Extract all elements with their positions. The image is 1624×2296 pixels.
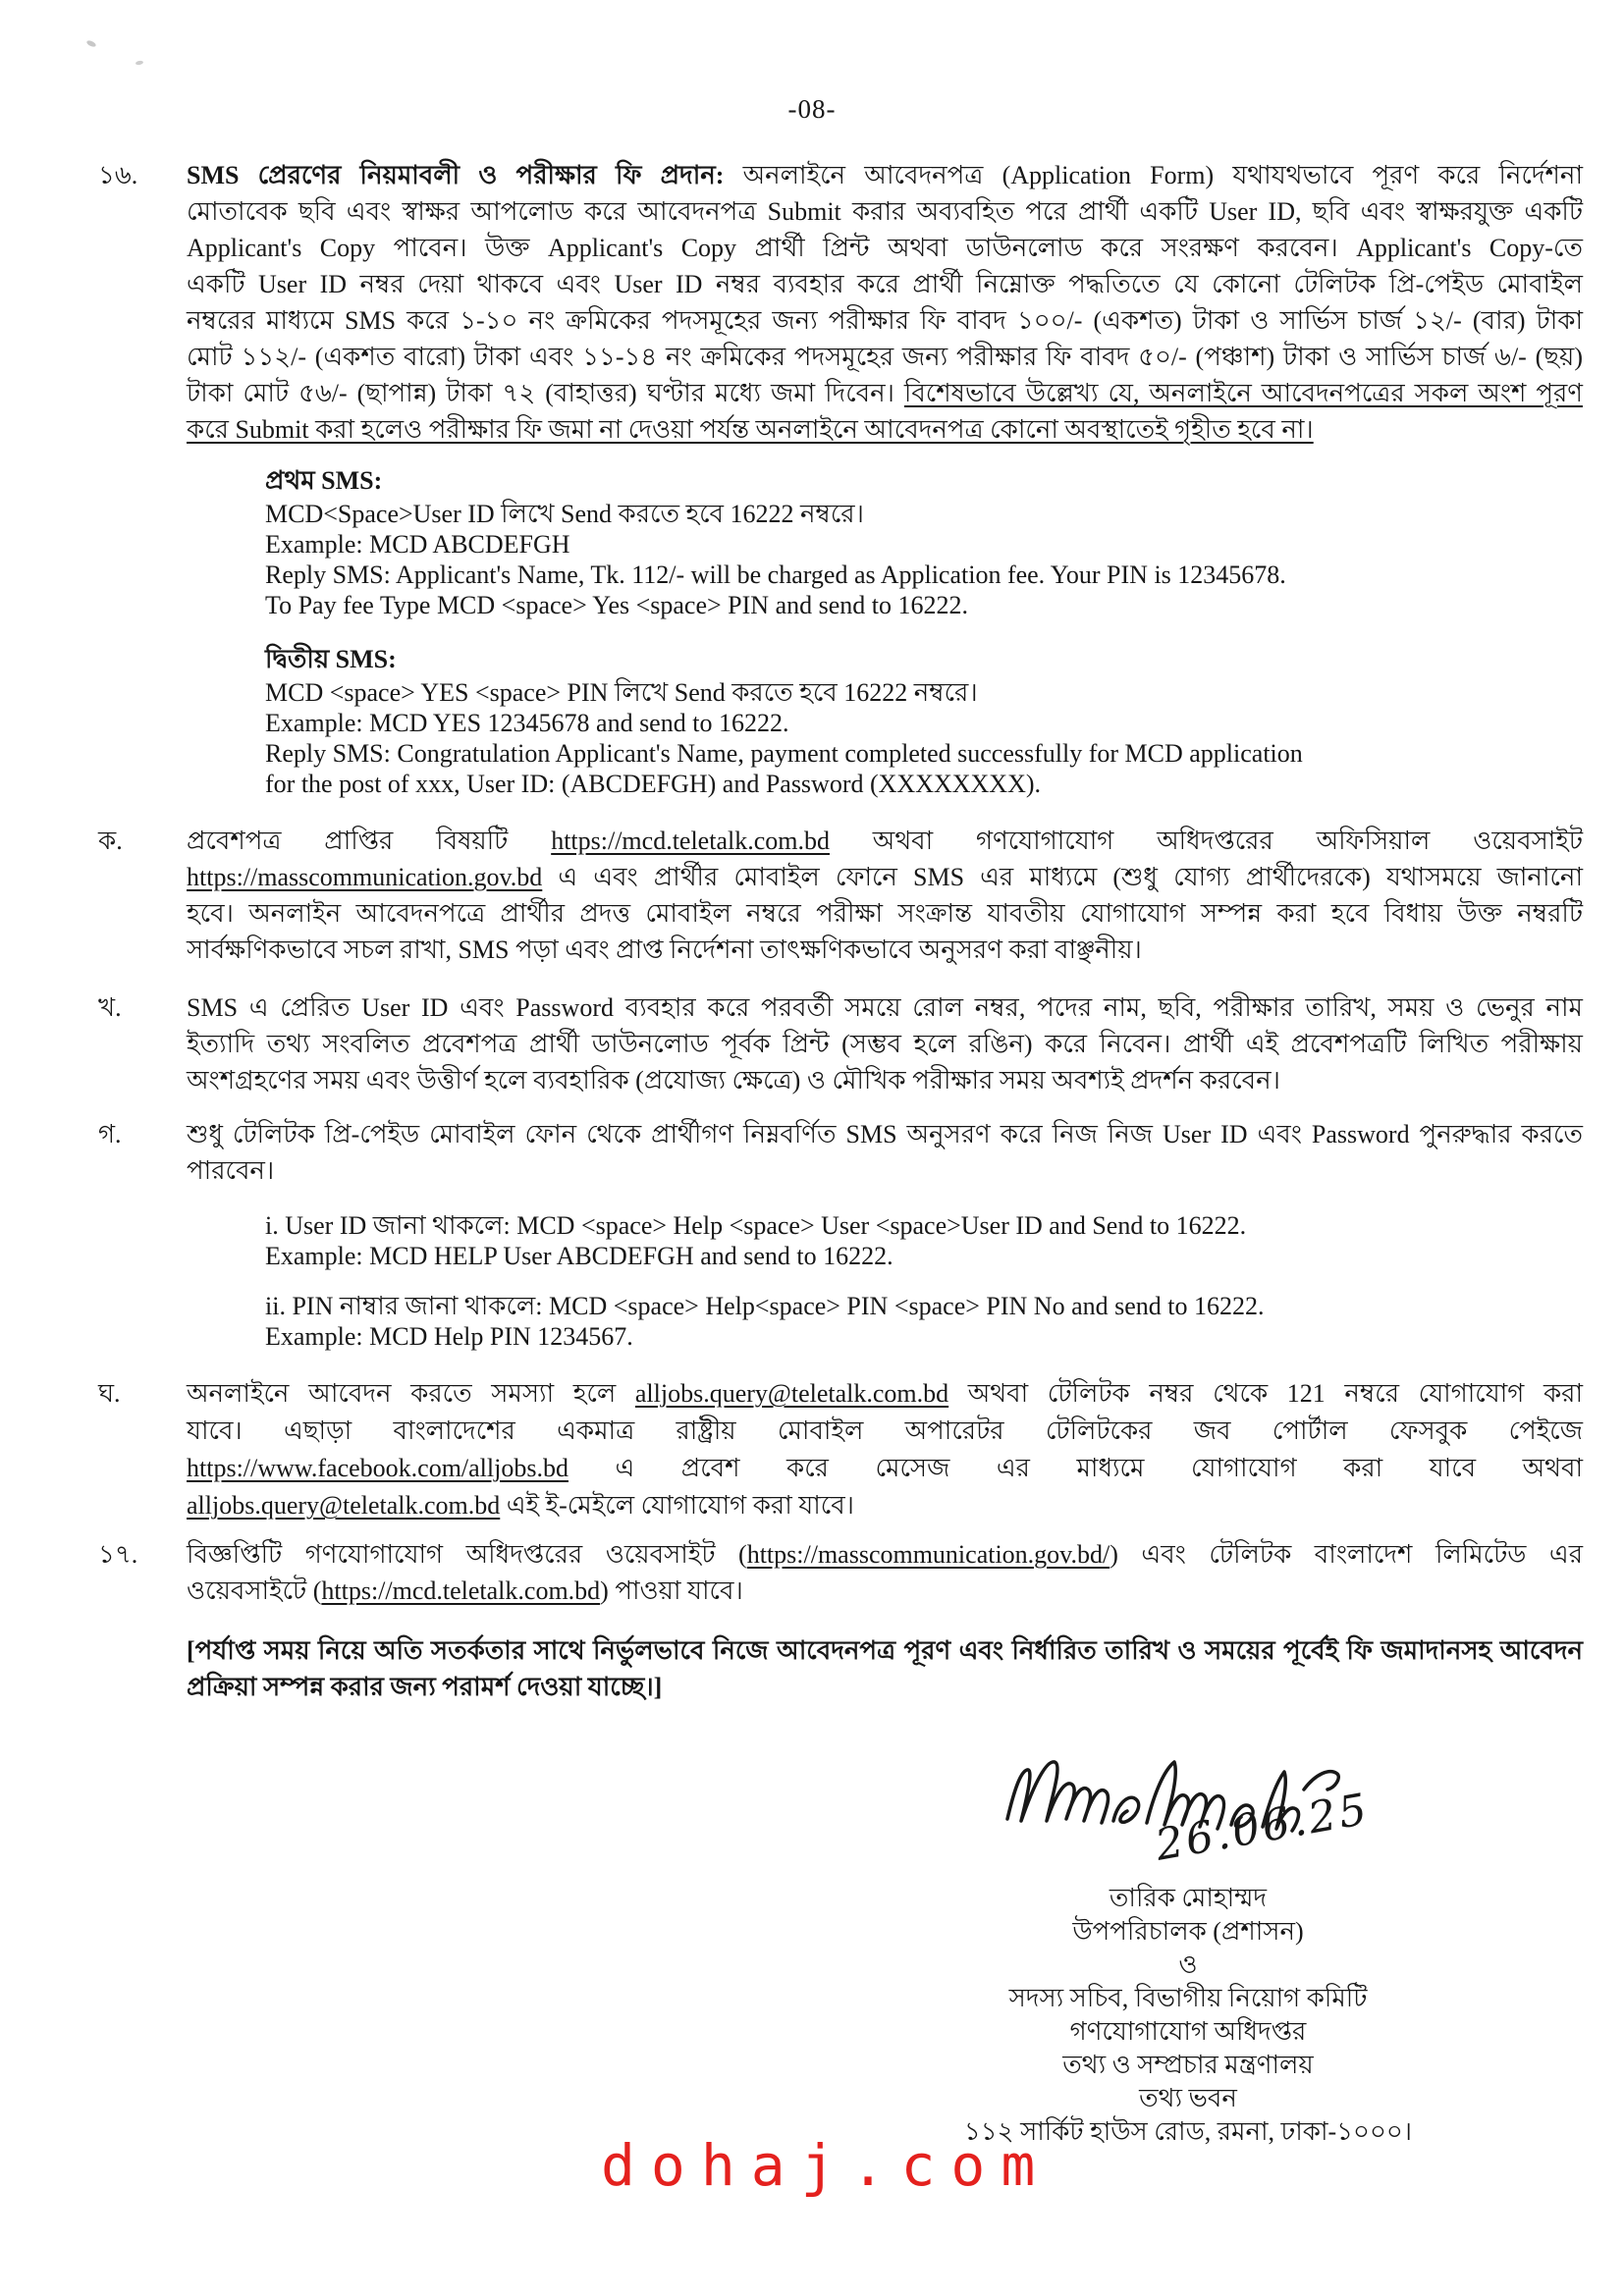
text-line: ইত্যাদি তথ্য সংবলিত প্রবেশপত্র প্রার্থী ডাউনলোড পূর্বক প্রিন্ট (সম্ভব হলে রঙিন) করে নিবেন। প্রার্থী এই প্রবেশপত্রটি লিখিত পরীক্ষায় (187, 1030, 1583, 1058)
text-line: তারিক মোহাম্মদ (1109, 1884, 1268, 1912)
user-id-pin-help-block (265, 1210, 1583, 1352)
item-17-marker: ১৭. (98, 1540, 138, 1569)
text-line: তথ্য ভবন (1139, 2084, 1237, 2112)
text-line: মোট ১১২/- (একশত বারো) টাকা এবং ১১-১৪ নং ক্রমিকের পদসমূহের জন্য পরীক্ষার ফি বাবদ ৫০/- (পঞ্চাশ) টাকা ও সার্ভিস চার্জ ৬/- (ছয়) (187, 343, 1583, 371)
text-line: Reply SMS: Congratulation Applicant's Name, payment completed successfully for MCD application (265, 739, 1303, 768)
item-gha-marker: ঘ. (98, 1379, 121, 1408)
item-ga (98, 1116, 1583, 1189)
text-line: SMS এ প্রেরিত User ID এবং Password ব্যবহার করে পরবর্তী সময়ে রোল নম্বর, পদের নাম, ছবি, পরীক্ষার তারিখ, সময় ও ভেনুর নাম (187, 993, 1583, 1022)
text-line: প্রক্রিয়া সম্পন্ন করার জন্য পরামর্শ দেওয়া যাচ্ছে।] (187, 1673, 663, 1701)
text-line: for the post of xxx, User ID: (ABCDEFGH) and Password (XXXXXXXX). (265, 770, 1042, 798)
text-line: https://masscommunication.gov.bd এ এবং প্রার্থীর মোবাইল ফোনে SMS এর মাধ্যমে (শুধু যোগ্য প্রার্থীদেরকে) যথাসময়ে জানানো (187, 863, 1583, 891)
page-number: -08- (787, 94, 837, 124)
text-line: পারবেন। (187, 1156, 275, 1185)
text-line: Example: MCD YES 12345678 and send to 16222. (265, 709, 789, 737)
text-line: alljobs.query@teletalk.com.bd এই ই-মেইলে যোগাযোগ করা যাবে। (187, 1491, 854, 1520)
text-line: ও (1178, 1950, 1198, 1979)
second-sms-block (265, 642, 1583, 799)
item-kha (98, 989, 1583, 1098)
item-ka-marker: ক. (98, 827, 123, 855)
item-ka (98, 823, 1583, 968)
text-line: Example: MCD HELP User ABCDEFGH and send to 16222. (265, 1242, 893, 1270)
handwritten-signature (992, 1731, 1384, 1878)
item-16-text (187, 157, 1583, 448)
text-line: SMS প্রেরণের নিয়মাবলী ও পরীক্ষার ফি প্রদান: অনলাইনে আবেদনপত্র (Application Form) যথাযথভাবে পূরণ করে নির্দেশনা (187, 161, 1583, 189)
item-kha-marker: খ. (98, 993, 122, 1022)
text-line: To Pay fee Type MCD <space> Yes <space> PIN and send to 16222. (265, 591, 968, 619)
text-line: https://www.facebook.com/alljobs.bd এ প্রবেশ করে মেসেজ এর মাধ্যমে যোগাযোগ করা যাবে অথবা (187, 1454, 1583, 1482)
text-line: Example: MCD Help PIN 1234567. (265, 1322, 633, 1351)
text-line: MCD<Space>User ID লিখে Send করতে হবে 16222 নম্বরে। (265, 500, 864, 528)
signature-date: 26.06.25 (1152, 1784, 1374, 1871)
text-line: অনলাইনে আবেদন করতে সমস্যা হলে alljobs.query@teletalk.com.bd অথবা টেলিটক নম্বর থেকে 121 নম্বরে যোগাযোগ করা (187, 1379, 1583, 1408)
scan-speck (135, 60, 144, 65)
item-17-text (187, 1536, 1583, 1609)
text-line: একটি User ID নম্বর দেয়া থাকবে এবং User ID নম্বর ব্যবহার করে প্রার্থী নিম্নোক্ত পদ্ধতিতে যে কোনো টেলিটক প্রি-পেইড মোবাইল (187, 270, 1583, 298)
second-sms-lines (265, 677, 1583, 799)
help-pin-lines (265, 1291, 1583, 1352)
text-line: [পর্যাপ্ত সময় নিয়ে অতি সতর্কতার সাথে নির্ভুলভাবে নিজে আবেদনপত্র পূরণ এবং নির্ধারিত তারিখ ও সময়ের পূর্বেই ফি জমাদানসহ আবেদন (187, 1636, 1583, 1665)
advice-note (187, 1632, 1583, 1705)
text-line: Applicant's Copy পাবেন। উক্ত Applicant's Copy প্রার্থী প্রিন্ট অথবা ডাউনলোড করে সংরক্ষণ করবেন। Applicant's Copy-তে (187, 234, 1583, 262)
item-ga-text (187, 1116, 1583, 1189)
text-line: বিজ্ঞপ্তিটি গণযোগাযোগ অধিদপ্তরের ওয়েবসাইট (https://masscommunication.gov.bd/) এবং টেলিটক বাংলাদেশ লিমিটেড এর (187, 1540, 1583, 1569)
text-line: সার্বক্ষণিকভাবে সচল রাখা, SMS পড়া এবং প্রাপ্ত নির্দেশনা তাৎক্ষণিকভাবে অনুসরণ করা বাঞ্ছনীয়। (187, 935, 1142, 964)
first-sms-block (265, 463, 1583, 620)
text-line: তথ্য ও সম্প্রচার মন্ত্রণালয় (1062, 2051, 1314, 2079)
scan-speck (85, 39, 96, 48)
text-line: প্রবেশপত্র প্রাপ্তির বিষয়টি https://mcd.teletalk.com.bd অথবা গণযোগাযোগ অধিদপ্তরের অফিসিয়াল ওয়েবসাইট (187, 827, 1583, 855)
item-17 (98, 1536, 1583, 1609)
item-16-marker: ১৬. (98, 161, 138, 189)
help-user-id-lines (265, 1210, 1583, 1271)
text-line: গণযোগাযোগ অধিদপ্তর (1069, 2017, 1307, 2046)
text-line: ii. PIN নাম্বার জানা থাকলে: MCD <space> Help<space> PIN <space> PIN No and send to 16222. (265, 1292, 1265, 1320)
text-line: ওয়েবসাইটে (https://mcd.teletalk.com.bd) পাওয়া যাবে। (187, 1576, 743, 1605)
text-line: সদস্য সচিব, বিভাগীয় নিয়োগ কমিটি (1008, 1984, 1368, 2012)
signatory-lines (933, 1882, 1443, 2149)
item-gha-text (187, 1375, 1583, 1524)
first-sms-heading: প্রথম SMS: (265, 466, 383, 495)
item-gha (98, 1375, 1583, 1524)
text-line: যাবে। এছাড়া বাংলাদেশের একমাত্র রাষ্ট্রীয় মোবাইল অপারেটর টেলিটকের জব পোর্টাল ফেসবুক পেইজে (187, 1416, 1583, 1445)
text-line: উপপরিচালক (প্রশাসন) (1072, 1917, 1304, 1946)
item-16 (98, 157, 1583, 448)
signature-block (933, 1731, 1443, 2149)
text-line: শুধু টেলিটক প্রি-পেইড মোবাইল ফোন থেকে প্রার্থীগণ নিম্নবর্ণিত SMS অনুসরণ করে নিজ নিজ User ID এবং Password পুনরুদ্ধার করতে (187, 1120, 1583, 1148)
text-line: অংশগ্রহণের সময় এবং উত্তীর্ণ হলে ব্যবহারিক (প্রযোজ্য ক্ষেত্রে) ও মৌখিক পরীক্ষার সময় অবশ্যই প্রদর্শন করবেন। (187, 1066, 1280, 1095)
text-line: মোতাবেক ছবি এবং স্বাক্ষর আপলোড করে আবেদনপত্র Submit করার অব্যবহিত পরে প্রার্থী একটি User ID, ছবি এবং স্বাক্ষরযুক্ত একটি (187, 197, 1583, 226)
document-body (98, 157, 1583, 2149)
item-kha-text (187, 989, 1583, 1098)
text-line: i. User ID জানা থাকলে: MCD <space> Help <space> User <space>User ID and Send to 16222. (265, 1211, 1247, 1240)
text-line: টাকা মোট ৫৬/- (ছাপান্ন) টাকা ৭২ (বাহাত্তর) ঘণ্টার মধ্যে জমা দিবেন। বিশেষভাবে উল্লেখ্য যে, অনলাইনে আবেদনপত্রের সকল অংশ পূরণ (187, 379, 1583, 407)
text-line: নম্বরের মাধ্যমে SMS করে ১-১০ নং ক্রমিকের পদসমূহের জন্য পরীক্ষার ফি বাবদ ১০০/- (একশত) টাকা ও সার্ভিস চার্জ ১২/- (বার) টাকা (187, 306, 1583, 335)
text-line: MCD <space> YES <space> PIN লিখে Send করতে হবে 16222 নম্বরে। (265, 678, 978, 707)
text-line: ১১২ সার্কিট হাউস রোড, রমনা, ঢাকা-১০০০। (963, 2117, 1413, 2146)
text-line: Example: MCD ABCDEFGH (265, 530, 570, 559)
second-sms-heading: দ্বিতীয় SMS: (265, 645, 397, 673)
text-line: হবে। অনলাইন আবেদনপত্রে প্রার্থীর প্রদত্ত মোবাইল নম্বরে পরীক্ষা সংক্রান্ত যাবতীয় যোগাযোগ সম্পন্ন করা হবে বিধায় উক্ত নম্বরটি (187, 899, 1583, 928)
item-ga-marker: গ. (98, 1120, 122, 1148)
item-ka-text (187, 823, 1583, 968)
text-line: করে Submit করা হলেও পরীক্ষার ফি জমা না দেওয়া পর্যন্ত অনলাইনে আবেদনপত্র কোনো অবস্থাতেই গৃহীত হবে না। (187, 415, 1314, 444)
text-line: Reply SMS: Applicant's Name, Tk. 112/- will be charged as Application fee. Your PIN is 12345678. (265, 561, 1286, 589)
first-sms-lines (265, 499, 1583, 620)
watermark: dohaj.com (601, 2132, 1052, 2199)
